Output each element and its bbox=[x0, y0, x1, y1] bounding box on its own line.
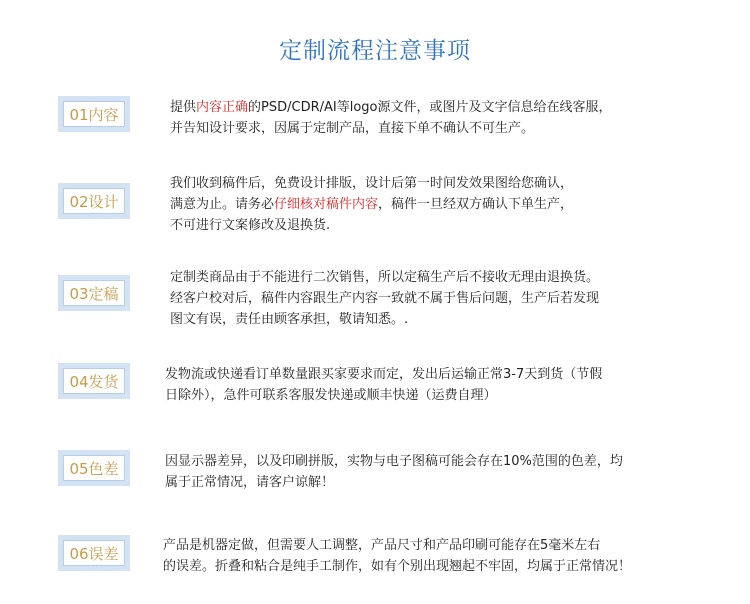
description-line: 因显示器差异，以及印刷拼版，实物与电子图稿可能会存在10%范围的色差，均 bbox=[165, 454, 623, 469]
description-line: 提供内容正确的PSD/CDR/AI等logo源文件，或图片及文字信息给在线客服， bbox=[170, 100, 612, 115]
step-badge-shipping: 04发货 bbox=[58, 363, 130, 399]
description-line: 定制类商品由于不能进行二次销售，所以定稿生产后不接收无理由退换货。 bbox=[170, 270, 600, 285]
description-line: 发物流或快递看订单数量跟买家要求而定，发出后运输正常3-7天到货（节假 bbox=[165, 367, 603, 382]
step-description-shipping bbox=[165, 364, 602, 406]
page-title: 定制流程注意事项 bbox=[279, 38, 471, 64]
step-badge-tolerance: 06误差 bbox=[58, 535, 130, 571]
step-badge-design: 02设计 bbox=[58, 183, 130, 219]
description-line: 图文有误，责任由顾客承担，敬请知悉。. bbox=[170, 312, 409, 327]
description-line: 日除外），急件可联系客服发快递或顺丰快递（运费自理） bbox=[165, 388, 497, 403]
description-line: 经客户校对后，稿件内容跟生产内容一致就不属于售后问题，生产后若发现 bbox=[170, 291, 600, 306]
description-line: 属于正常情况，请客户谅解！ bbox=[165, 475, 335, 490]
step-description-design bbox=[170, 173, 573, 236]
description-line: 的误差。折叠和粘合是纯手工制作，如有个别出现翘起不牢固，均属于正常情况！ bbox=[163, 559, 632, 574]
step-description-tolerance bbox=[163, 535, 631, 577]
description-line: 不可进行文案修改及退换货. bbox=[170, 218, 331, 233]
step-description-color-diff bbox=[165, 451, 623, 493]
description-line: 并告知设计要求，因属于定制产品，直接下单不确认不可生产。 bbox=[170, 121, 535, 136]
step-badge-finalize: 03定稿 bbox=[58, 275, 130, 311]
step-badge-content: 01内容 bbox=[58, 96, 130, 132]
step-description-content bbox=[170, 97, 612, 139]
step-badge-color-diff: 05色差 bbox=[58, 450, 130, 486]
highlight-text: 仔细核对稿件内容 bbox=[274, 197, 379, 212]
description-line: 我们收到稿件后，免费设计排版，设计后第一时间发效果图给您确认， bbox=[170, 176, 574, 191]
description-line: 满意为止。请务必仔细核对稿件内容，稿件一旦经双方确认下单生产， bbox=[170, 197, 574, 212]
description-line: 产品是机器定做，但需要人工调整，产品尺寸和产品印刷可能存在5毫米左右 bbox=[163, 538, 601, 553]
highlight-text: 内容正确 bbox=[196, 100, 249, 115]
step-description-finalize bbox=[170, 267, 599, 330]
